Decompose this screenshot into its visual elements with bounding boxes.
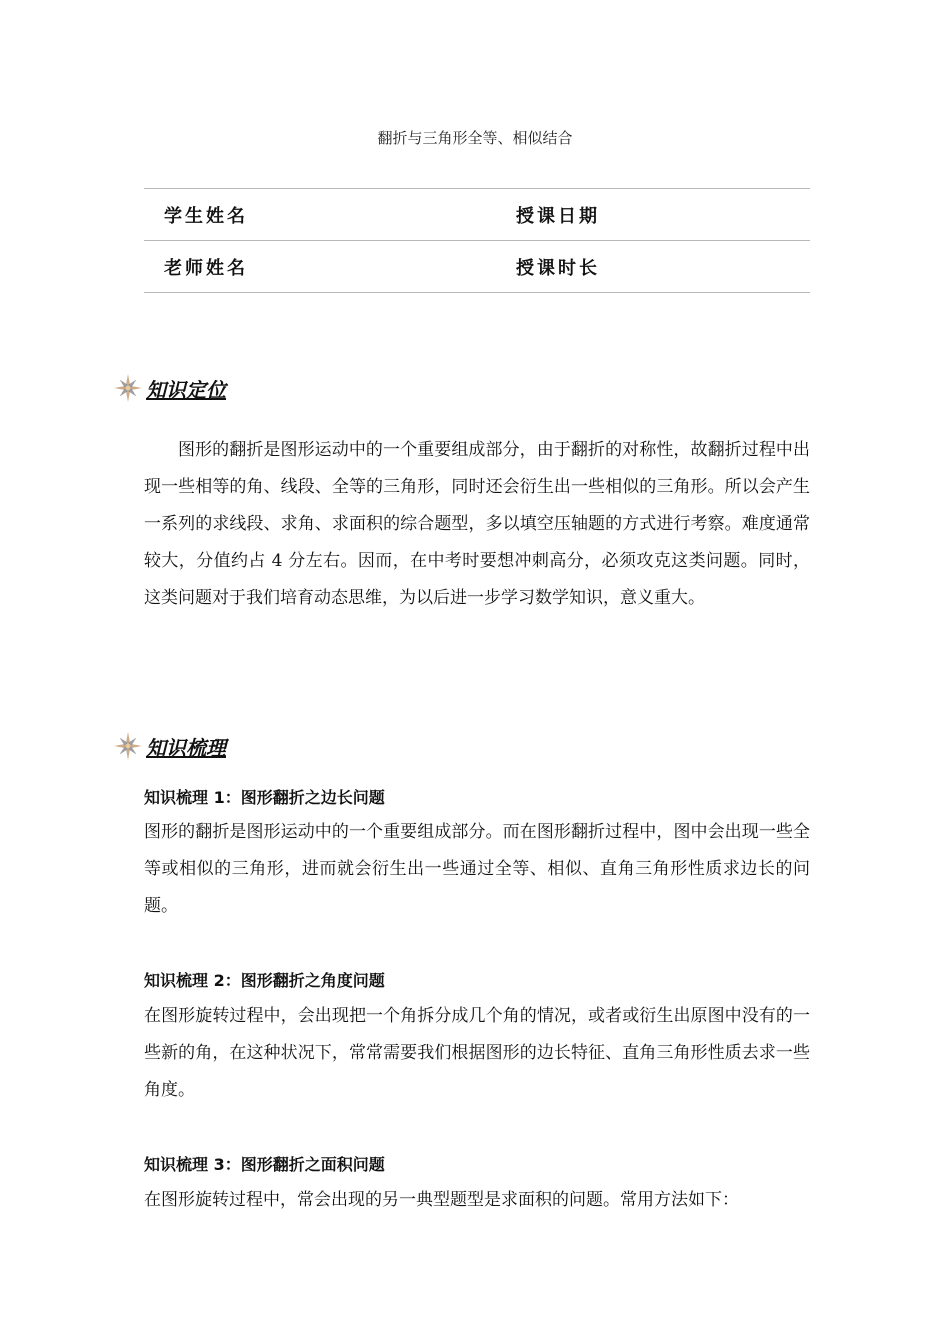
section-title: 知识梳理 bbox=[146, 735, 226, 760]
section-title: 知识定位 bbox=[146, 377, 226, 402]
subsection-paragraph-1: 图形的翻折是图形运动中的一个重要组成部分。而在图形翻折过程中，图中会出现一些全等或相似的三角形，进而就会衍生出一些通过全等、相似、直角三角形性质求边长的问题。 bbox=[144, 822, 810, 916]
section-body-paragraph: 图形的翻折是图形运动中的一个重要组成部分，由于翻折的对称性，故翻折过程中出现一些相等的角、线段、全等的三角形，同时还会衍生出一些相似的三角形。所以会产生一系列的求线段、求角、求面积的综合题型，多以填空压轴题的方式进行考察。难度通常较大，分值约占 4 分左右。因而，在中考时要想冲刺高分，必须攻克这类问题。同时，这类问题对于我们培育动态思维，为以后进一步学习数学知识，意义重大。 bbox=[144, 440, 810, 608]
lesson-duration-label: 授课时长 bbox=[516, 257, 600, 279]
subsection-heading-1: 知识梳理 1：图形翻折之边长问题 bbox=[144, 788, 385, 807]
subsection-paragraph-2: 在图形旋转过程中，会出现把一个角拆分成几个角的情况，或者或衍生出原图中没有的一些新的角，在这种状况下，常常需要我们根据图形的边长特征、直角三角形性质去求一些角度。 bbox=[144, 1006, 810, 1100]
section-heading-knowledge-positioning bbox=[112, 372, 226, 404]
teacher-name-label: 老师姓名 bbox=[164, 257, 248, 279]
flower-icon bbox=[112, 372, 144, 404]
info-row bbox=[144, 240, 810, 293]
subsection-paragraph-3: 在图形旋转过程中，常会出现的另一典型题型是求面积的问题。常用方法如下： bbox=[144, 1190, 739, 1210]
section-heading-knowledge-review bbox=[112, 730, 226, 762]
info-table bbox=[144, 188, 810, 293]
document-title: 翻折与三角形全等、相似结合 bbox=[377, 129, 573, 147]
info-row bbox=[144, 188, 810, 240]
lesson-date-label: 授课日期 bbox=[516, 205, 600, 227]
student-name-label: 学生姓名 bbox=[164, 205, 248, 227]
flower-icon bbox=[112, 730, 144, 762]
subsection-heading-3: 知识梳理 3：图形翻折之面积问题 bbox=[144, 1155, 385, 1174]
subsection-heading-2: 知识梳理 2：图形翻折之角度问题 bbox=[144, 971, 385, 990]
